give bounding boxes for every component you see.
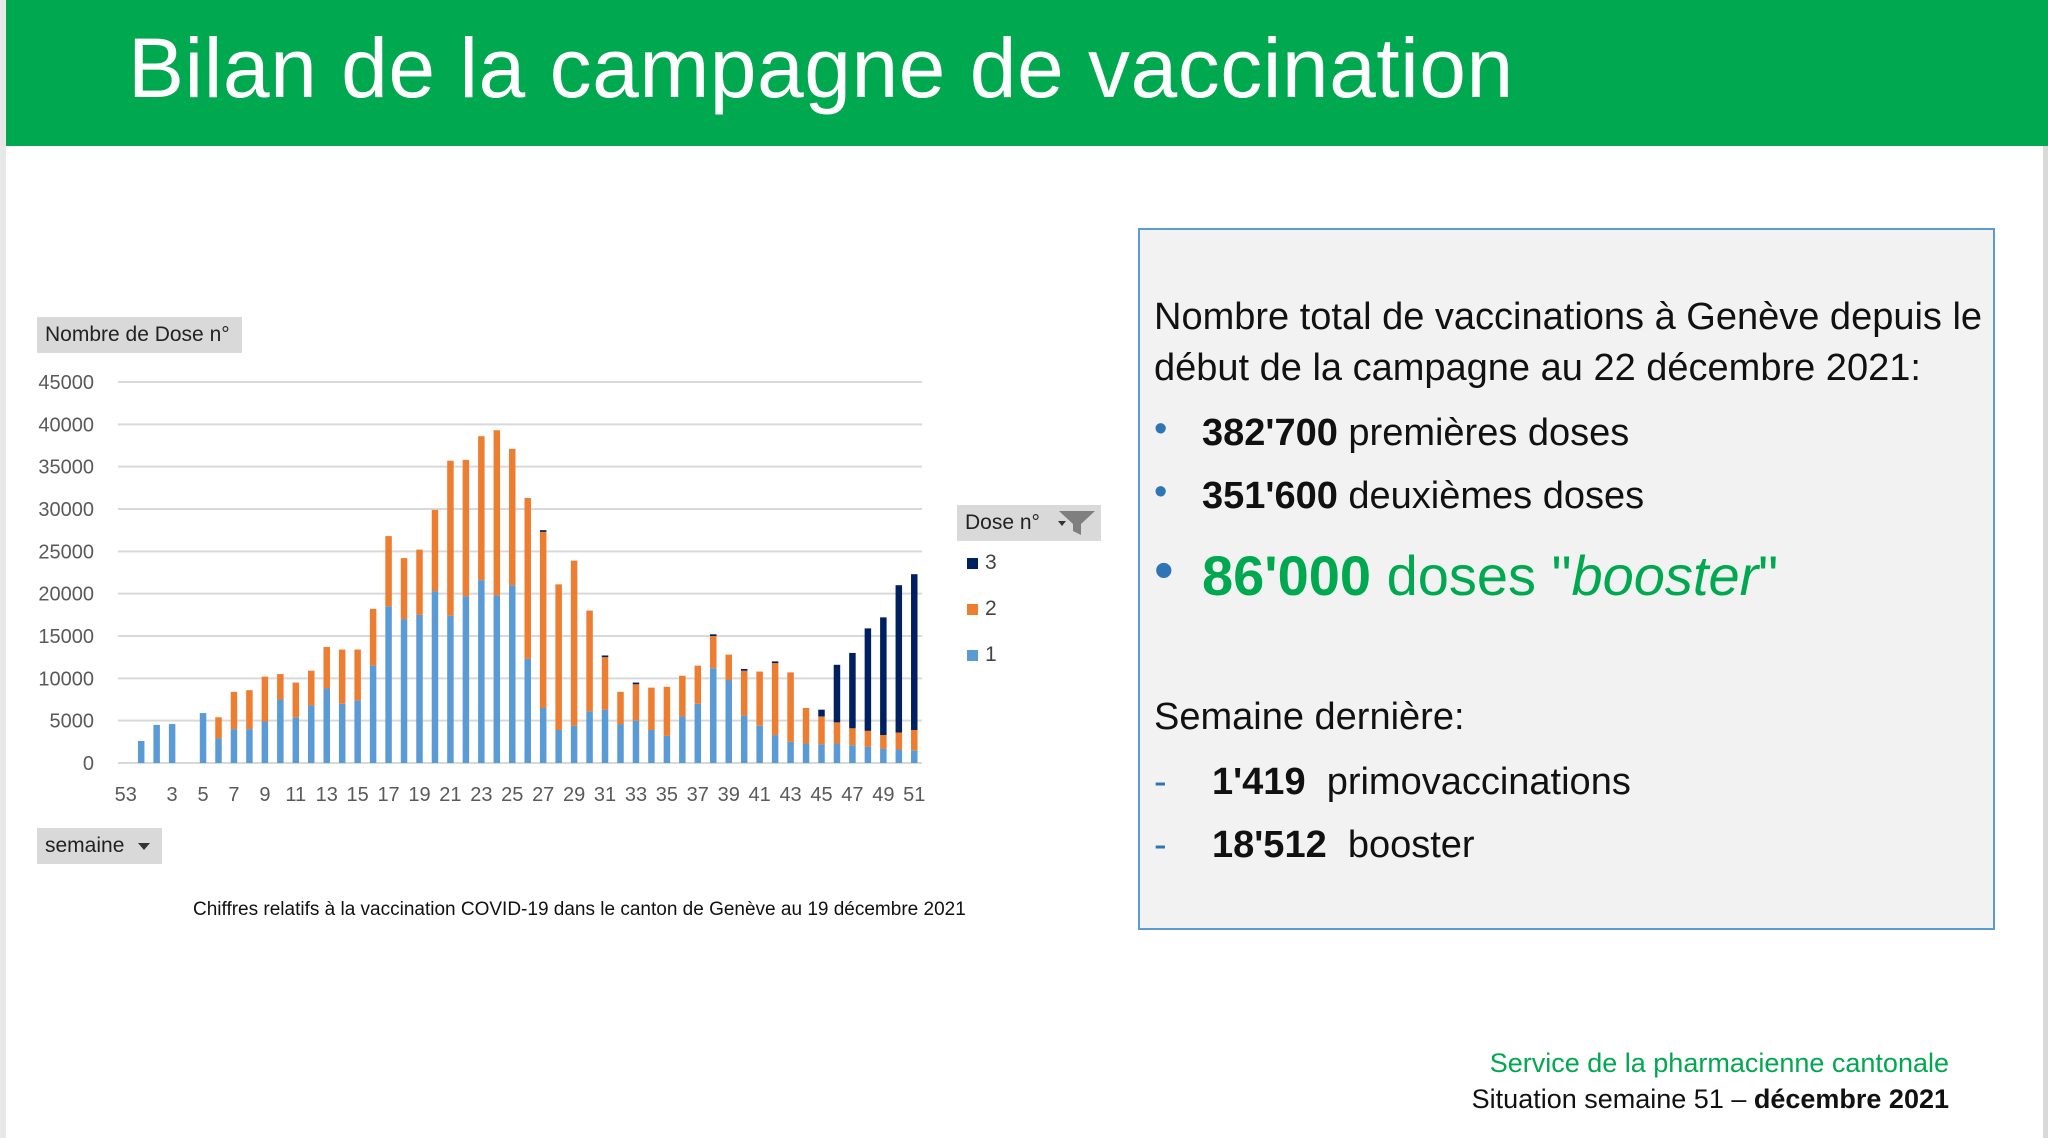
x-tick-label: 31 [593,784,617,806]
bar-dose1-week14 [339,704,345,763]
bar-dose1-week44 [803,744,809,763]
bar-dose3-week47 [849,653,855,728]
x-tick-label: 53 [114,784,137,806]
bar-dose1-week31 [602,710,608,763]
bar-dose1-week38 [710,668,716,763]
bar-dose1-week24 [494,595,500,763]
x-tick-label: 11 [285,784,307,806]
bullet-icon: • [1154,538,1174,601]
bar-dose2-week43 [787,672,793,741]
bar-dose2-week35 [664,687,670,736]
dash-bullet: - [1154,761,1167,803]
x-tick-label: 5 [197,784,209,806]
bar-dose1-week29 [571,726,577,763]
x-tick-label: 23 [470,784,493,806]
bar-dose1-week35 [664,736,670,763]
bar-dose1-week48 [865,747,871,763]
bar-dose1-week18 [401,619,407,763]
bar-dose3-week50 [896,585,902,732]
x-tick-label: 27 [532,784,555,806]
bar-dose3-week40 [741,669,747,671]
summary-intro: Nombre total de vaccinations à Genève depuis le début de la campagne au 22 décembre 2021: [1154,296,1983,389]
bar-dose1-week17 [385,606,391,763]
bar-dose1-week19 [416,615,422,763]
bar-dose1-week21 [447,616,453,763]
x-tick-label: 9 [259,784,271,806]
footer-situation-prefix: Situation semaine 51 – [1471,1084,1754,1114]
bar-dose1-week51 [911,750,917,763]
chevron-down-icon [138,843,150,850]
bar-dose2-week10 [277,674,283,699]
bar-dose2-week24 [494,430,500,595]
pivot-field-label: Nombre de Dose n° [45,323,230,346]
bar-dose1-week50 [896,749,902,763]
first-doses-text [1202,412,1629,455]
bar-dose2-week51 [911,730,917,750]
bar-dose3-week51 [911,574,917,730]
bar-dose2-week14 [339,650,345,704]
last-week-title: Semaine dernière: [1154,696,1465,738]
pivot-field-button-legend[interactable] [957,505,1101,541]
legend-swatch [967,604,978,615]
bar-dose2-week15 [354,650,360,701]
bar-dose1-week33 [633,721,639,763]
last-week-primo-label: primovaccinations [1305,761,1631,803]
x-tick-label: 15 [346,784,369,806]
bar-dose3-week46 [834,665,840,723]
bar-dose2-week29 [571,561,577,726]
bar-dose2-week22 [463,460,469,596]
x-tick-label: 3 [166,784,178,806]
bar-dose1-week9 [262,722,268,763]
summary-box [1138,228,1995,930]
footer-service: Service de la pharmacienne cantonale [1489,1048,1949,1078]
x-tick-label: 37 [686,784,709,806]
x-tick-label: 45 [810,784,833,806]
bar-dose3-week33 [633,683,639,685]
bar-dose2-week13 [323,647,329,688]
y-tick-label: 15000 [38,626,94,648]
bar-dose1-week10 [277,700,283,764]
y-tick-label: 30000 [38,499,94,521]
pivot-field-button-values[interactable] [37,317,242,353]
bar-dose3-week38 [710,634,716,636]
x-tick-label: 7 [228,784,240,806]
bar-dose1-week32 [617,724,623,763]
chart-bars [138,430,918,763]
second-doses-number: 351'600 [1202,475,1338,517]
bar-dose2-week48 [865,731,871,747]
bar-dose2-week21 [447,461,453,616]
bar-dose1-week16 [370,666,376,763]
bar-dose1-week27 [540,708,546,763]
bar-dose2-week8 [246,690,252,729]
bullet-icon: • [1154,471,1168,513]
bar-dose2-week25 [509,449,515,585]
bar-dose1-week15 [354,700,360,763]
bar-dose2-week9 [262,677,268,722]
slide-right-edge [2043,146,2048,1138]
bar-dose1-week13 [323,688,329,763]
bar-dose1-week34 [648,730,654,763]
slide-title: Bilan de la campagne de vaccination [128,21,1514,115]
booster-doses-number: 86'000 [1202,544,1372,607]
bar-dose3-week31 [602,655,608,657]
bar-dose2-week50 [896,733,902,750]
bar-dose2-week18 [401,558,407,619]
legend-label: 1 [985,643,997,666]
bar-dose2-week45 [818,716,824,744]
y-tick-label: 0 [82,753,94,775]
x-tick-label: 21 [439,784,462,806]
bar-dose1-week41 [756,726,762,763]
bar-dose1-week40 [741,716,747,763]
x-axis-ticks [115,784,926,806]
y-tick-label: 40000 [38,414,94,437]
bar-dose3-week42 [772,661,778,663]
bar-dose1-week2 [153,725,159,763]
last-week-booster-text [1212,824,1475,867]
bar-dose1-week3 [169,724,175,763]
bar-dose2-week26 [524,498,530,659]
bar-dose2-week42 [772,663,778,735]
bar-dose1-week12 [308,705,314,763]
bar-dose2-week20 [432,510,438,591]
bar-dose1-week11 [293,717,299,763]
footer-situation [1472,1084,1949,1115]
x-tick-label: 29 [562,784,586,806]
legend-label: 2 [985,597,997,620]
bar-dose1-week49 [880,749,886,763]
x-tick-label: 51 [903,784,926,806]
x-tick-label: 41 [748,784,771,806]
chart-gridlines [118,382,922,763]
bar-dose1-week36 [679,716,685,763]
booster-doses-post: " [1758,544,1779,607]
last-week-primo-number: 1'419 [1212,761,1306,803]
bar-dose2-week38 [710,636,716,668]
booster-doses-text [1202,543,1778,608]
bar-dose1-week8 [246,729,252,763]
bar-dose1-week42 [772,735,778,763]
bar-dose2-week7 [231,692,237,729]
bar-dose1-week46 [834,744,840,763]
vaccination-bar-chart [0,360,960,820]
title-banner [6,0,2048,146]
bar-dose1-week22 [463,596,469,763]
bar-dose2-week6 [215,717,221,738]
y-tick-label: 45000 [38,372,94,394]
last-week-booster-number: 18'512 [1212,824,1327,866]
x-tick-label: 25 [501,784,524,806]
bar-dose2-week33 [633,684,639,720]
bar-dose2-week30 [586,611,592,712]
legend-swatch [967,650,978,661]
bar-dose3-week27 [540,530,546,532]
bar-dose1-week23 [478,580,484,763]
bar-dose1-week30 [586,711,592,763]
last-week-booster-label: booster [1326,824,1475,866]
y-tick-label: 5000 [49,710,94,733]
y-tick-label: 10000 [38,668,94,691]
first-doses-number: 382'700 [1202,412,1338,454]
bar-dose1-week6 [215,738,221,763]
bar-dose2-week19 [416,550,422,615]
bar-dose2-week12 [308,671,314,706]
bar-dose2-week11 [293,683,299,718]
bar-dose2-week44 [803,708,809,744]
y-axis-ticks [38,372,94,775]
y-tick-label: 20000 [38,583,94,606]
dash-bullet: - [1154,824,1167,866]
y-tick-label: 25000 [38,541,94,564]
bar-dose2-week27 [540,532,546,708]
pivot-field-button-axis[interactable] [37,828,162,864]
bar-dose2-week17 [385,536,391,606]
x-tick-label: 43 [779,784,802,806]
x-tick-label: 33 [624,784,648,806]
x-tick-label: 35 [655,784,679,806]
x-tick-label: 49 [872,784,895,806]
bar-dose1-week28 [555,730,561,763]
bar-dose3-week48 [865,628,871,730]
bar-dose3-week49 [880,617,886,735]
x-tick-label: 13 [315,784,338,806]
bar-dose2-week40 [741,671,747,716]
bar-dose1-week1 [138,741,144,763]
bar-dose2-week46 [834,722,840,743]
pivot-field-label: semaine [45,834,125,857]
second-doses-text [1202,475,1644,518]
bar-dose1-week37 [695,704,701,763]
bar-dose2-week32 [617,692,623,724]
x-tick-label: 17 [377,784,400,806]
bar-dose1-week39 [725,680,731,763]
x-tick-label: 39 [717,784,740,806]
bar-dose2-week47 [849,728,855,745]
filter-icon[interactable] [1057,509,1097,537]
bar-dose1-week20 [432,591,438,763]
footer-situation-date: décembre 2021 [1753,1084,1949,1114]
first-doses-label: premières doses [1337,412,1630,454]
second-doses-label: deuxièmes doses [1337,475,1645,517]
last-week-primo-text [1212,761,1631,804]
bullet-icon: • [1154,408,1168,450]
pivot-field-label: Dose n° [965,511,1040,534]
booster-doses-word: booster [1571,544,1759,607]
bar-dose2-week34 [648,688,654,730]
bar-dose1-week5 [200,713,206,763]
legend-label: 3 [985,551,997,574]
bar-dose1-week7 [231,729,237,763]
bar-dose2-week49 [880,735,886,749]
bar-dose2-week36 [679,676,685,717]
bar-dose2-week28 [555,584,561,730]
bar-dose1-week47 [849,745,855,763]
legend-swatch [967,558,978,569]
x-tick-label: 47 [841,784,864,806]
bar-dose1-week45 [818,744,824,763]
bar-dose1-week43 [787,742,793,763]
bar-dose1-week26 [524,659,530,763]
bar-dose2-week39 [725,655,731,680]
bar-dose2-week23 [478,436,484,580]
bar-dose2-week37 [695,666,701,704]
x-tick-label: 19 [408,784,431,806]
bar-dose2-week16 [370,609,376,666]
booster-doses-pre: doses " [1371,544,1572,607]
y-tick-label: 35000 [38,456,94,479]
bar-dose3-week45 [818,710,824,717]
chart-caption: Chiffres relatifs à la vaccination COVID-19 dans le canton de Genève au 19 décembre 2021 [193,899,966,920]
bar-dose1-week25 [509,585,515,763]
bar-dose2-week41 [756,672,762,726]
bar-dose2-week31 [602,657,608,709]
